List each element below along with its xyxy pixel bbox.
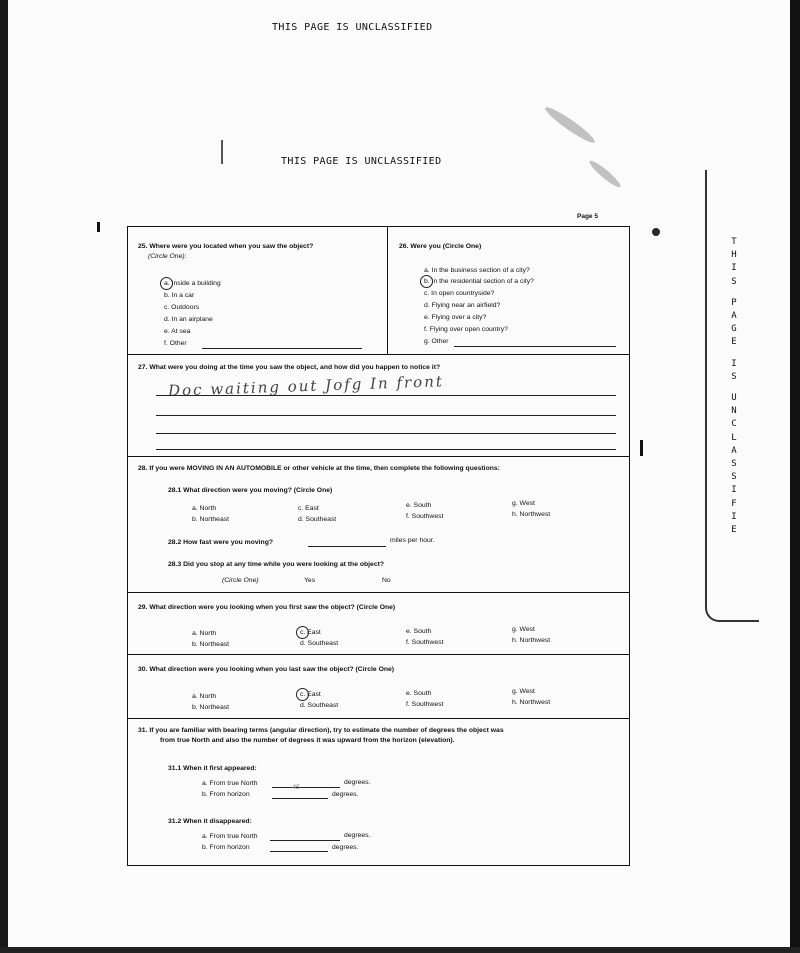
q29-dir: f. Southwest (406, 639, 444, 646)
scan-smudge (587, 158, 623, 190)
q311b-unit: degrees. (332, 791, 359, 798)
q29-dir: b. Northeast (192, 641, 230, 648)
q283-title: 28.3 Did you stop at any time while you were looking at the object? (168, 561, 385, 568)
q312a-line (270, 840, 340, 841)
scan-edge-right (790, 0, 800, 953)
q281-title: 28.1 What direction were you moving? (Circle One) (168, 487, 333, 494)
q282-title: 28.2 How fast were you moving? (168, 539, 273, 546)
q25-other-line (202, 348, 362, 349)
q311a-label: a. From true North (202, 780, 258, 787)
q29-dir: d. Southeast (300, 640, 339, 647)
q282-line (308, 546, 386, 547)
classification-banner-vertical: T H I S P A G E I S U N C L A S S I F I E (731, 237, 737, 536)
q311b-line (272, 798, 328, 799)
q311b-label: b. From horizon (202, 791, 250, 798)
q26-option: c. In open countryside? (424, 290, 495, 297)
q28-dir: b. Northeast (192, 516, 230, 523)
answer-line (156, 415, 616, 416)
answer-circle (160, 277, 173, 290)
q312a-unit: degrees. (344, 832, 371, 839)
q25-option: c. Outdoors (164, 304, 200, 311)
q26-option: a. In the business section of a city? (424, 267, 530, 274)
q30-dir: d. Southeast (300, 702, 339, 709)
q28-dir: e. South (406, 502, 432, 509)
section-29 (128, 593, 629, 655)
q25-instruction: (Circle One): (148, 253, 187, 260)
q282-unit: miles per hour. (390, 537, 435, 544)
q25-option: b. In a car (164, 292, 195, 299)
section-30 (128, 655, 629, 719)
answer-circle (296, 626, 309, 639)
q311b-handwritten: 45 (292, 784, 300, 791)
scan-smudge (543, 104, 598, 147)
q29-dir: c. East (300, 629, 321, 636)
q311a-unit: degrees. (344, 779, 371, 786)
q25-option: e. At sea (164, 328, 191, 335)
answer-line (156, 395, 616, 396)
q28-dir: a. North (192, 505, 217, 512)
q311a-line (272, 787, 340, 788)
q30-dir: f. Southwest (406, 701, 444, 708)
q27-handwritten-answer: Doc waiting out Jofg In front (167, 372, 445, 400)
q312b-label: b. From horizon (202, 844, 250, 851)
q30-dir: b. Northeast (192, 704, 230, 711)
q31-text-line2: from true North and also the number of degrees it was upward from the horizon (elevation). (160, 737, 455, 744)
q312-title: 31.2 When it disappeared: (168, 818, 252, 825)
page-number: Page 5 (577, 213, 598, 220)
q312b-unit: degrees. (332, 844, 359, 851)
q283-instruction: (Circle One) (222, 577, 259, 584)
q29-dir: h. Northwest (512, 637, 551, 644)
section-25-26 (128, 227, 629, 355)
q26-option: b. In the residential section of a city? (424, 278, 534, 285)
q30-dir: a. North (192, 693, 217, 700)
q26-option: e. Flying over a city? (424, 314, 487, 321)
scan-mark (221, 140, 223, 164)
q283-yes: Yes (304, 577, 316, 584)
q28-dir: h. Northwest (512, 511, 551, 518)
q311-title: 31.1 When it first appeared: (168, 765, 257, 772)
section-28 (128, 457, 629, 593)
classification-banner-mid: THIS PAGE IS UNCLASSIFIED (281, 156, 442, 167)
q30-dir: c. East (300, 691, 321, 698)
scan-mark (97, 222, 100, 232)
column-divider (387, 227, 388, 355)
q30-dir: e. South (406, 690, 432, 697)
section-27 (128, 355, 629, 457)
q31-text-line1: 31. If you are familiar with bearing terms (angular direction), try to estimate the number of degrees the object was (138, 727, 504, 734)
q30-dir: h. Northwest (512, 699, 551, 706)
q29-title: 29. What direction were you looking when you first saw the object? (Circle One) (138, 604, 396, 611)
section-31 (128, 719, 629, 865)
q28-dir: d. Southeast (298, 516, 337, 523)
answer-circle (296, 688, 309, 701)
q30-title: 30. What direction were you looking when you last saw the object? (Circle One) (138, 666, 395, 673)
scan-edge-left (0, 0, 8, 953)
answer-line (156, 433, 616, 434)
classification-banner-top: THIS PAGE IS UNCLASSIFIED (272, 22, 433, 33)
q312b-line (270, 851, 328, 852)
q25-option: a. Inside a building (164, 280, 221, 287)
scan-edge-bottom (0, 947, 800, 953)
q29-dir: a. North (192, 630, 217, 637)
q30-dir: g. West (512, 688, 535, 695)
q28-dir: c. East (298, 505, 319, 512)
q283-no: No (382, 577, 391, 584)
q26-option: g. Other (424, 338, 449, 345)
sighting-form (127, 226, 630, 866)
q312a-label: a. From true North (202, 833, 258, 840)
q26-option: f. Flying over open country? (424, 326, 508, 333)
q26-option: d. Flying near an airfield? (424, 302, 501, 309)
q29-dir: e. South (406, 628, 432, 635)
scan-smudge (652, 228, 660, 236)
q28-title: 28. If you were MOVING IN AN AUTOMOBILE or other vehicle at the time, then complete the following questions: (138, 465, 500, 472)
q28-dir: f. Southwest (406, 513, 444, 520)
answer-circle (420, 275, 433, 288)
q25-title: 25. Where were you located when you saw the object? (138, 243, 314, 250)
q28-dir: g. West (512, 500, 535, 507)
q26-title: 26. Were you (Circle One) (399, 243, 482, 250)
q26-other-line (454, 346, 616, 347)
q27-title: 27. What were you doing at the time you saw the object, and how did you happen to notice it? (138, 364, 441, 371)
q25-option: f. Other (164, 340, 187, 347)
q29-dir: g. West (512, 626, 535, 633)
scan-mark (640, 440, 643, 456)
answer-line (156, 449, 616, 450)
q25-option: d. In an airplane (164, 316, 213, 323)
